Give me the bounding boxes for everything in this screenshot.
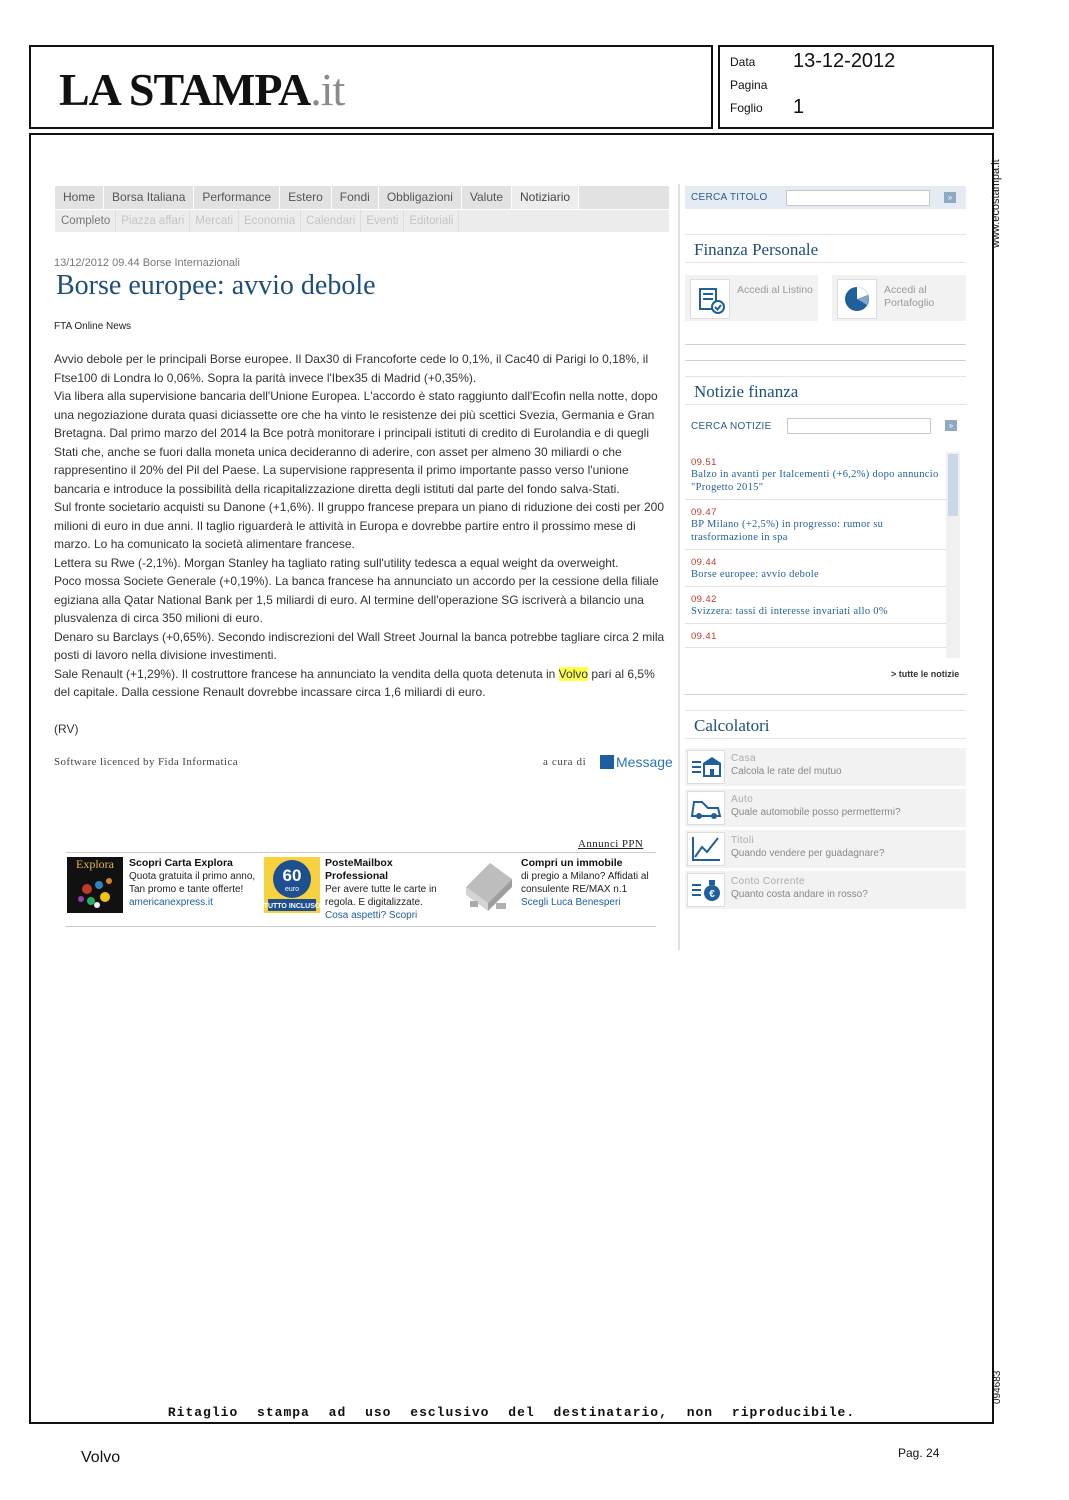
article-paragraph-renault: Sale Renault (+1,29%). Il costruttore francese ha annunciato la vendita della quota detenuta in Volvo pari al 6,5% del capitale. Dalla cessione Renault dovrebbe incassare circa 1,6 miliardi di euro. xyxy=(54,666,655,699)
subnav-eventi[interactable]: Eventi xyxy=(361,210,404,232)
ads-top-rule xyxy=(66,852,656,853)
foglio-label: Foglio xyxy=(730,101,763,115)
frame-top-rule xyxy=(29,133,994,135)
subnav-piazza-affari[interactable]: Piazza affari xyxy=(116,210,190,232)
primary-nav xyxy=(55,186,669,209)
news-item[interactable]: 09.51 Balzo in avanti per Italcementi (+6,2%) dopo annuncio "Progetto 2015" xyxy=(685,450,947,500)
notizie-divider xyxy=(685,360,966,361)
finanza-divider xyxy=(685,344,966,345)
ad-poste-link[interactable]: Cosa aspetti? Scopri xyxy=(325,910,418,921)
subnav-mercati[interactable]: Mercati xyxy=(190,210,239,232)
news-scrollbar[interactable] xyxy=(946,452,960,658)
calc-titoli[interactable]: Titoli Quando vendere per guadagnare? xyxy=(685,830,966,868)
car-icon xyxy=(687,791,725,825)
article-headline: Borse europee: avvio debole xyxy=(56,270,376,301)
article-paragraph: Via libera alla supervisione bancaria dell'Unione Europea. L'accordo è stato raggiunto dall'Ecofin nella notte, dopo una negoziazione durata quasi diciassette ore che ha vinto le resistenze dei più scettici Svezia, Germania e Gran Bretagna. Dal primo marzo del 2014 la Bce potrà monitorare i principali istituti di credito di Eurolandia e di quegli Stati che, anche se fuori dalla moneta unica decideranno di aderire, con asset per almeno 30 miliardi o che rappresentino il 20% del Pil del Paese. La supervisione rappresenta il primo importante passo verso l'unione bancaria e introduce la possibilità della ricapitalizzazione diretta degli istituti dal parte del fondo salva-Stati. xyxy=(54,389,658,496)
article-source: FTA Online News xyxy=(54,321,132,332)
accedi-listino-button[interactable] xyxy=(685,275,818,321)
column-divider xyxy=(678,184,680,950)
listino-label: Accedi al Listino xyxy=(737,284,813,296)
portafoglio-pie-icon xyxy=(837,279,877,319)
calc-divider xyxy=(685,694,966,695)
data-value: 13-12-2012 xyxy=(793,50,896,72)
ad-explora-link[interactable]: americanexpress.it xyxy=(129,897,213,908)
nav-estero[interactable]: Estero xyxy=(280,186,332,209)
la-stampa-logo: LA STAMPA.it xyxy=(59,64,345,115)
subnav-editoriali[interactable]: Editoriali xyxy=(404,210,459,232)
ad-poste[interactable]: PosteMailbox Professional Per avere tutte le carte in regola. E digitalizzate. Cosa aspetti? Scopri xyxy=(325,857,437,921)
article-paragraph: Lettera su Rwe (-2,1%). Morgan Stanley ha tagliato rating sull'utility tedesca a equal weight da overweight. xyxy=(54,555,619,570)
masthead-box xyxy=(29,45,713,129)
foglio-value: 1 xyxy=(793,96,805,118)
subnav-completo[interactable]: Completo xyxy=(55,210,116,232)
tutte-le-notizie-link[interactable]: > tutte le notizie xyxy=(891,669,960,679)
cerca-titolo-button[interactable]: » xyxy=(944,192,956,203)
nav-home[interactable]: Home xyxy=(55,186,104,209)
article-paragraph: Avvio debole per le principali Borse europee. Il Dax30 di Francoforte cede lo 0,1%, il Cac40 di Parigi lo 0,18%, il Ftse100 di Londra lo 0,06%. Sopra la parità invece l'Ibex35 di Madrid (+0,35%). xyxy=(54,352,649,385)
article-paragraph: Denaro su Barclays (+0,65%). Secondo indiscrezioni del Wall Street Journal la banca potrebbe tagliare circa 2 mila posti di lavoro nella divisione investimenti. xyxy=(54,629,665,662)
calc-rule-bottom xyxy=(685,738,966,739)
article-body xyxy=(54,350,670,702)
calc-auto[interactable]: Auto Quale automobile posso permettermi? xyxy=(685,789,966,827)
ad-explora-image[interactable] xyxy=(67,857,123,918)
calcolatori-title: Calcolatori xyxy=(694,716,770,735)
ad-immobile-link[interactable]: Scegli Luca Benesperi xyxy=(521,897,621,908)
subnav-economia[interactable]: Economia xyxy=(239,210,301,232)
footer-keyword: Volvo xyxy=(81,1449,121,1466)
message-logo-icon xyxy=(600,755,614,769)
news-item[interactable]: 09.42 Svizzera: tassi di interesse invariati allo 0% xyxy=(685,587,947,624)
news-item[interactable]: 09.44 Borse europee: avvio debole xyxy=(685,550,947,587)
svg-text:TUTTO INCLUSO: TUTTO INCLUSO xyxy=(264,903,320,910)
article-paragraph: Sul fronte societario acquisti su Danone (+1,6%). Il gruppo francese prepara un piano di riduzione dei costi per 200 milioni di euro in due anni. Il taglio riguarderà le attività in Europa e dovrebbe partire entro il prossimo mese di marzo. Lo ha comunicato la società alimentare francese. xyxy=(54,500,665,551)
finanza-rule-top xyxy=(685,234,966,235)
accedi-portafoglio-button[interactable] xyxy=(832,275,966,321)
a-cura-di-label: a cura di xyxy=(543,756,587,768)
news-scroll-thumb[interactable] xyxy=(948,454,958,516)
clipping-meta-box xyxy=(718,45,994,129)
nav-performance[interactable]: Performance xyxy=(194,186,280,209)
calc-casa[interactable]: Casa Calcola le rate del mutuo xyxy=(685,748,966,786)
footer-page-number: Pag. 24 xyxy=(898,1446,940,1460)
nav-notiziario[interactable]: Notiziario xyxy=(512,186,579,209)
side-url: www.ecostampa.it xyxy=(990,159,1002,248)
article-paragraph: Poco mossa Societe Generale (+0,19%). La banca francese ha annunciato un accordo per la cessione della filiale egiziana alla Qatar National Bank per 1,5 miliardi di euro. Al termine dell'operazione SG iscriverà a bilancio una plusvalenza di circa 350 milioni di euro. xyxy=(54,574,659,625)
money-bag-icon xyxy=(687,873,725,907)
svg-text:Explora: Explora xyxy=(76,857,114,871)
cerca-notizie-button[interactable]: » xyxy=(945,420,957,431)
house-icon xyxy=(687,750,725,784)
calc-rule-top xyxy=(685,710,966,711)
finanza-rule-bottom xyxy=(685,262,966,263)
svg-text:euro: euro xyxy=(284,886,300,893)
clipping-disclaimer: Ritaglio stampa ad uso esclusivo del destinatario, non riproducibile. xyxy=(167,1405,856,1420)
ad-immobile[interactable]: Compri un immobile di pregio a Milano? Affidati al consulente RE/MAX n.1 Scegli Luca Benesperi xyxy=(521,857,649,908)
news-item[interactable]: 09.41 xyxy=(685,624,947,648)
ads-title[interactable]: Annunci PPN xyxy=(578,838,644,850)
article-dateline: 13/12/2012 09.44 Borse Internazionali xyxy=(54,257,240,269)
notizie-rule-bottom xyxy=(685,404,966,405)
pagina-label: Pagina xyxy=(730,78,768,92)
calc-conto-corrente[interactable]: € Conto Corrente Quanto costa andare in rosso? xyxy=(685,871,966,909)
chart-line-icon xyxy=(687,832,725,866)
ads-bottom-rule xyxy=(66,926,656,927)
nav-borsa-italiana[interactable]: Borsa Italiana xyxy=(104,186,194,209)
data-label: Data xyxy=(730,55,756,69)
finanza-personale-title: Finanza Personale xyxy=(694,240,819,259)
article-signoff: (RV) xyxy=(54,722,79,736)
side-code: 094683 xyxy=(992,1370,1003,1404)
nav-obbligazioni[interactable]: Obbligazioni xyxy=(379,186,462,209)
secondary-nav xyxy=(55,210,669,232)
subnav-calendari[interactable]: Calendari xyxy=(301,210,361,232)
highlighted-keyword: Volvo xyxy=(558,666,589,681)
portafoglio-label: Accedi al Portafoglio xyxy=(884,284,935,309)
ad-immobile-image[interactable] xyxy=(460,857,518,918)
nav-valute[interactable]: Valute xyxy=(462,186,512,209)
software-licence: Software licenced by Fida Informatica xyxy=(54,756,239,768)
ad-poste-image[interactable] xyxy=(264,857,320,918)
news-list xyxy=(685,450,961,658)
nav-fondi[interactable]: Fondi xyxy=(332,186,379,209)
listino-icon xyxy=(690,279,730,319)
notizie-rule-top xyxy=(685,376,966,377)
cerca-titolo-label: CERCA TITOLO xyxy=(691,192,768,203)
notizie-finanza-title: Notizie finanza xyxy=(694,382,799,401)
news-item[interactable]: 09.47 BP Milano (+2,5%) in progresso: rumor su trasformazione in spa xyxy=(685,500,947,550)
cerca-titolo-input[interactable] xyxy=(786,190,930,206)
cerca-notizie-label: CERCA NOTIZIE xyxy=(691,421,772,432)
cerca-titolo-bar xyxy=(685,186,966,209)
cerca-notizie-input[interactable] xyxy=(787,418,931,434)
svg-text:€: € xyxy=(709,889,715,900)
ad-explora[interactable]: Scopri Carta Explora Quota gratuita il primo anno, Tan promo e tante offerte! americanexpress.it xyxy=(129,857,256,908)
message-logo[interactable]: Message xyxy=(600,754,673,770)
svg-text:60: 60 xyxy=(282,866,302,885)
